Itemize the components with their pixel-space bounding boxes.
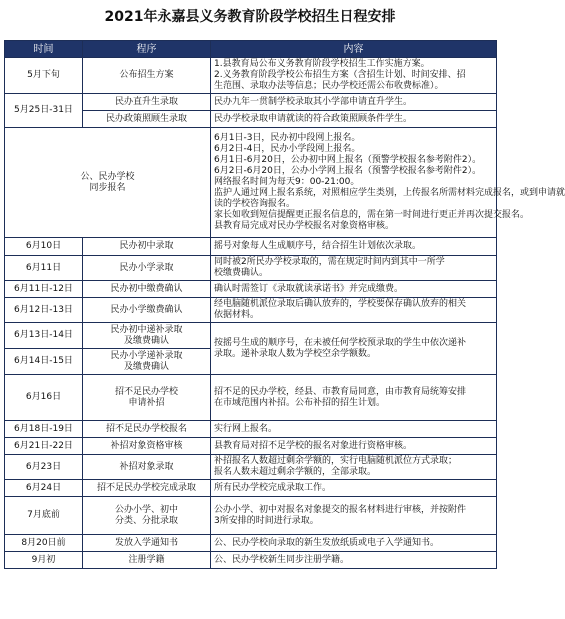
cell-line: 实行网上报名。: [214, 423, 278, 434]
cell-program: [83, 421, 211, 438]
cell-time: [5, 94, 83, 128]
table-body: [5, 58, 565, 569]
header-content: 内容: [211, 41, 497, 58]
cell-time: [5, 238, 83, 256]
table-row: [5, 128, 497, 238]
cell-time: [5, 256, 83, 281]
cell-line: 县教育局完成对民办学校报名对象资格审核。: [214, 221, 395, 231]
cell-line: 9月初: [31, 554, 56, 565]
cell-line: 所有民办学校完成录取工作。: [214, 482, 332, 493]
cell-line: 摇号对象每人生成顺序号，结合招生计划依次录取。: [214, 241, 422, 251]
cell-line: 监护人通过网上报名系统，对照相应学生类别，上传报名所需材料完成报名，或到申请就: [214, 188, 565, 198]
cell-content: [211, 238, 497, 256]
cell-line: 6月2日-6月20日，公办小学网上报名（预警学校报名参考附件2）。: [214, 166, 482, 176]
cell-line: 6月12日-13日: [14, 304, 73, 315]
cell-line: 公、民办学校: [80, 171, 135, 182]
cell-line: 民办学校录取申请就读的符合政策照顾条件学生。: [214, 113, 413, 124]
cell-line: 招不足民办学校: [114, 386, 178, 397]
cell-time: [5, 535, 83, 552]
cell-time: [5, 497, 83, 535]
cell-program: [83, 111, 211, 128]
cell-content: [211, 552, 497, 569]
cell-line: 6月2日-4日，民办小学段网上报名。: [214, 144, 361, 154]
cell-line: 6月24日: [25, 482, 62, 493]
table-row: [5, 256, 497, 281]
cell-line: 依据材料。: [214, 310, 260, 320]
cell-line: 公布招生方案: [119, 70, 174, 80]
cell-content: [211, 497, 497, 535]
cell-line: 读的学校咨询报名。: [214, 199, 296, 209]
cell-content: [211, 455, 497, 480]
cell-content: [211, 298, 497, 323]
cell-line: 公办小学、初中: [114, 504, 178, 515]
cell-content: [211, 256, 497, 281]
cell-line: 民办九年一贯制学校录取其小学部申请直升学生。: [214, 96, 413, 107]
cell-line: 5月下旬: [27, 70, 60, 80]
table-row: [5, 421, 497, 438]
table-header-row: [5, 41, 497, 58]
cell-line: 6月23日: [25, 461, 62, 472]
cell-line: 5月25日-31日: [14, 105, 73, 115]
cell-line: 6月18日-19日: [14, 423, 73, 434]
table-row: [5, 438, 497, 455]
table-row: [5, 552, 497, 569]
cell-program: [83, 375, 211, 421]
cell-content: [211, 94, 497, 111]
cell-line: 网络报名时间为每天9：00-21:00。: [214, 177, 360, 187]
cell-program: [83, 535, 211, 552]
cell-line: 民办小学缴费确认: [110, 304, 183, 315]
cell-line: 公、民办学校新生同步注册学籍。: [214, 554, 350, 565]
cell-program: [83, 323, 211, 349]
table-row: [5, 238, 497, 256]
cell-line: 6月11日-12日: [14, 283, 73, 294]
cell-line: 6月14日-15日: [14, 356, 73, 366]
table-row: [5, 455, 497, 480]
cell-line: 2.义务教育阶段学校公布招生方案（含招生计划、时间安排、招: [214, 70, 466, 80]
cell-line: 6月16日: [25, 392, 62, 402]
cell-program: [83, 256, 211, 281]
cell-content: [211, 438, 497, 455]
cell-program: [83, 58, 211, 94]
cell-time: [5, 58, 83, 94]
cell-line: 补招对象录取: [119, 461, 174, 472]
cell-line: 分类、分批录取: [114, 515, 178, 526]
table-row: [5, 535, 497, 552]
cell-line: 6月21日-22日: [14, 440, 73, 451]
cell-program: [83, 480, 211, 497]
cell-line: 同时被2所民办学校录取的，需在规定时间内到其中一所学: [214, 257, 445, 267]
cell-line: 民办初中录取: [119, 241, 174, 251]
cell-line: 3所安排的时间进行录取。: [214, 515, 319, 526]
table-row: [5, 497, 497, 535]
cell-program: [83, 552, 211, 569]
cell-time: [5, 455, 83, 480]
cell-line: 校缴费确认。: [214, 268, 269, 278]
cell-program: [83, 438, 211, 455]
document-title: 2021年永嘉县义务教育阶段学校招生日程安排: [104, 9, 396, 25]
cell-time: [5, 552, 83, 569]
cell-line: 招不足民办学校完成录取: [96, 482, 196, 493]
cell-line: 确认时需签订《录取就读承诺书》并完成缴费。: [214, 283, 404, 294]
cell-line: 民办初中递补录取: [110, 324, 183, 335]
cell-time: [5, 421, 83, 438]
cell-line: 招不足的民办学校，经县、市教育局同意，由市教育局统筹安排: [214, 386, 467, 397]
cell-content: [211, 375, 497, 421]
cell-content: [211, 323, 497, 375]
cell-line: 招不足民办学校报名: [105, 423, 187, 434]
cell-line: 8月20日前: [21, 537, 66, 548]
cell-content: [211, 480, 497, 497]
cell-line: 经电脑随机派位录取后确认放弃的，学校要保存确认放弃的相关: [214, 299, 467, 309]
table-row: [5, 323, 497, 349]
cell-line: 录取。递补录取人数为学校空余学额数。: [214, 348, 377, 359]
cell-line: 报名人数未超过剩余学额的，全部录取。: [214, 467, 377, 477]
cell-line: 补招报名人数超过剩余学额的，实行电脑随机派位方式录取；: [214, 456, 458, 466]
cell-time: [5, 298, 83, 323]
cell-time: [5, 375, 83, 421]
cell-program: [83, 281, 211, 298]
cell-line: 民办小学录取: [119, 262, 174, 273]
cell-line: 6月13日-14日: [14, 330, 73, 340]
table-row: [5, 281, 497, 298]
cell-line: 公办小学、初中对报名对象提交的报名材料进行审核，并按附件: [214, 504, 467, 515]
header-program: 程序: [83, 41, 211, 58]
table-row: [5, 480, 497, 497]
cell-line: 补招对象资格审核: [110, 440, 183, 451]
cell-line: 6月10日: [25, 241, 62, 251]
cell-line: 在市域范围内补招。公布补招的招生计划。: [214, 397, 386, 408]
table-row: [5, 298, 497, 323]
cell-line: 7月底前: [27, 510, 60, 520]
cell-line: 民办政策照顾生录取: [105, 113, 187, 124]
table-row: [5, 94, 497, 111]
cell-time: [5, 281, 83, 298]
cell-line: 1.县教育局公布义务教育阶段学校招生工作实施方案。: [214, 59, 430, 69]
cell-line: 6月1日-6月20日，公办初中网上报名（预警学校报名参考附件2）。: [214, 155, 482, 165]
cell-time: [5, 349, 83, 375]
cell-content: [211, 535, 497, 552]
cell-line: 同步报名: [89, 182, 126, 193]
cell-line: 民办小学递补录取: [110, 350, 183, 361]
cell-line: 注册学籍: [128, 554, 165, 565]
cell-line: 及缴费确认: [123, 335, 169, 346]
cell-line: 申请补招: [128, 397, 165, 408]
cell-line: 6月11日: [25, 262, 62, 273]
cell-program: [83, 455, 211, 480]
header-time: 时间: [5, 41, 83, 58]
cell-line: 按摇号生成的顺序号，在未被任何学校预录取的学生中依次递补: [214, 337, 467, 348]
schedule-table: [4, 40, 565, 569]
cell-program: [83, 94, 211, 111]
cell-line: 公、民办学校向录取的新生发放纸质或电子入学通知书。: [214, 537, 440, 548]
cell-line: 6月1日-3日，民办初中段网上报名。: [214, 133, 361, 143]
cell-time: [5, 438, 83, 455]
cell-line: 家长如收到短信提醒更正报名信息的，需在第一时间进行更正并再次提交报名。: [214, 210, 530, 220]
cell-time: [5, 128, 211, 238]
table-row: [5, 375, 497, 421]
cell-line: 生范围、录取办法等信息；民办学校还需公布收费标准）。: [214, 81, 444, 91]
cell-time: [5, 480, 83, 497]
table-row: [5, 58, 497, 94]
cell-line: 及缴费确认: [123, 361, 169, 372]
cell-program: [83, 349, 211, 375]
cell-line: 民办初中缴费确认: [110, 283, 183, 294]
cell-program: [83, 497, 211, 535]
cell-content: [211, 421, 497, 438]
cell-time: [5, 323, 83, 349]
cell-line: 民办直升生录取: [114, 96, 178, 107]
cell-line: 县教育局对招不足学校的报名对象进行资格审核。: [214, 440, 413, 451]
cell-content: [211, 111, 497, 128]
cell-program: [83, 238, 211, 256]
cell-content: [211, 281, 497, 298]
cell-content: [211, 58, 497, 94]
cell-program: [83, 298, 211, 323]
cell-line: 发放入学通知书: [114, 537, 178, 548]
cell-content: [211, 128, 565, 238]
